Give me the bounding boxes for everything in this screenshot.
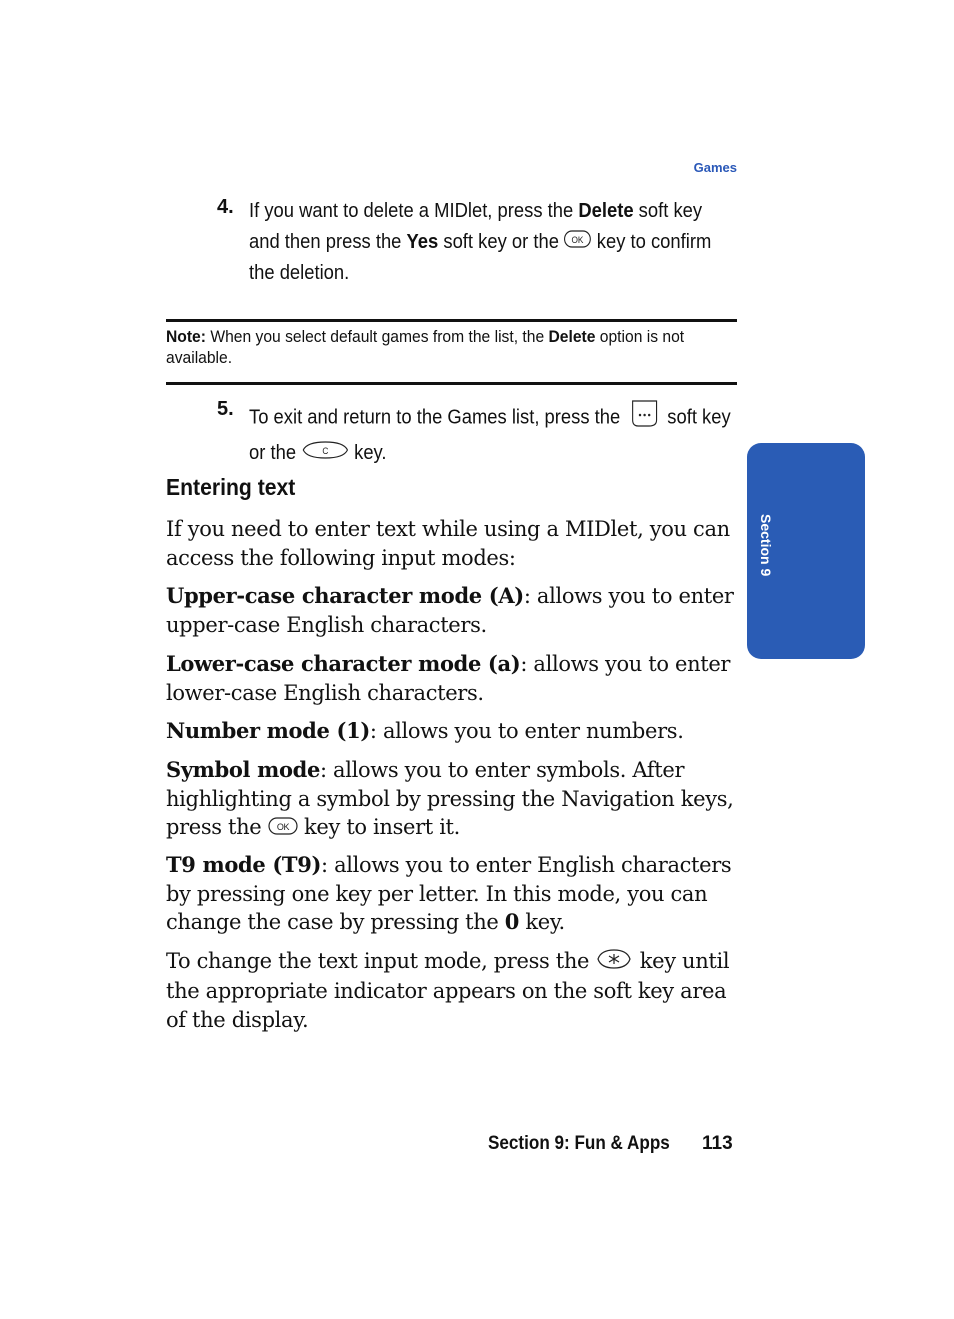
mode-t9: T9 mode (T9): allows you to enter English characters by pressing one key per letter. In this mode, you can change the case by pressing the 0 key.	[166, 852, 732, 934]
intro-paragraph: If you need to enter text while using a MIDlet, you can access the following input modes:	[166, 517, 730, 570]
ok-key-label: OK	[276, 822, 289, 833]
mode-lower-case: Lower-case character mode (a): allows you to enter lower-case English characters.	[166, 651, 731, 705]
step-5-text: To exit and return to the Games list, press the soft key or the C key.	[249, 398, 737, 469]
mode-symbol: Symbol mode: allows you to enter symbols. After highlighting a symbol by pressing the Navigation keys, press the OK key to insert it.	[166, 756, 738, 843]
running-header: Games	[693, 160, 737, 175]
mode-number: Number mode (1): allows you to enter numbers.	[166, 718, 684, 743]
note: Note: When you select default games from the list, the Delete option is not available.	[166, 327, 685, 367]
mode-upper-case: Upper-case character mode (A): allows you to enter upper-case English characters.	[166, 583, 734, 637]
page-number: 113	[702, 1133, 733, 1154]
ok-key-icon	[268, 814, 298, 843]
menu-soft-key-icon	[625, 398, 662, 438]
ok-key-label: OK	[571, 234, 584, 246]
section-heading: Entering text	[166, 474, 296, 500]
closing-paragraph: To change the text input mode, press the key until the appropriate indicator appears on the soft key area of the display.	[166, 949, 730, 1032]
star-key-icon	[595, 948, 633, 978]
clear-key-label: C	[322, 445, 329, 457]
clear-key-icon	[301, 438, 349, 469]
step-4-text: If you want to delete a MIDlet, press the Delete soft key and then press the Yes soft key or the OK key to confirm the deletion.	[249, 200, 712, 285]
note-bottom-rule	[166, 382, 737, 385]
ok-key-icon	[564, 227, 592, 258]
step-number: 5.	[217, 398, 234, 420]
footer-section-title: Section 9: Fun & Apps	[488, 1133, 670, 1154]
section-tab-label: Section 9	[758, 514, 774, 577]
note-top-rule	[166, 319, 737, 322]
step-number: 4.	[217, 196, 234, 218]
